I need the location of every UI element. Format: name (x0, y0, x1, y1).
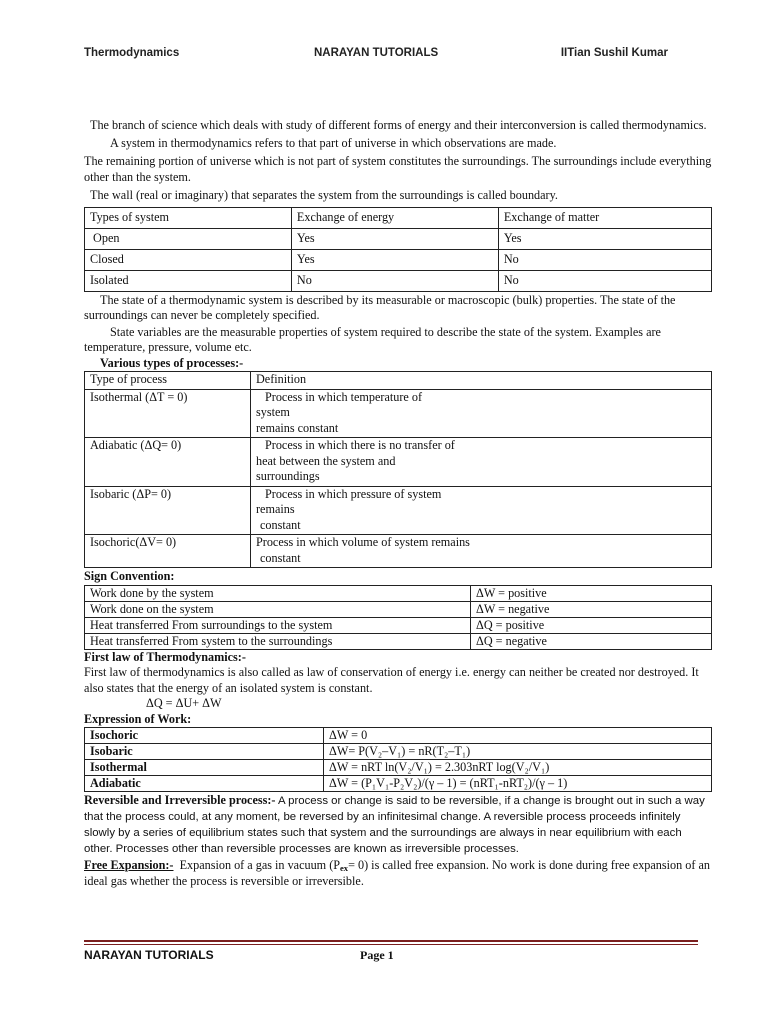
table-row (85, 633, 712, 649)
free-expansion-paragraph (84, 858, 712, 889)
table-cell: Heat transferred From system to the surroundings (85, 633, 471, 649)
header-institute: NARAYAN TUTORIALS (314, 47, 439, 59)
definition-line: Process in which pressure of system (265, 486, 442, 501)
table-row (85, 744, 712, 760)
intro-paragraph-3: The remaining portion of universe which is not part of system constitutes the surroundings. The surroundings include everything other than the system. (84, 154, 712, 184)
processes-heading: Various types of processes:- (100, 355, 244, 370)
table-row (85, 585, 712, 601)
reversible-text: A process or change is said to be reversible, if a change is brought out in such a way that the process could, at any moment, be reversed by an infinitesimal change. A reversible process proceeds infinitely slowly by a series of equilibrium states such that system and the surroundings are always in near equilibrium with each other. Processes other than reversible processes are known as irreversible processes. (84, 795, 705, 855)
footer-rule-thick (84, 940, 698, 942)
process-definition-cell (251, 389, 712, 438)
definition-line: constant (260, 550, 301, 565)
table-cell: Open (85, 228, 292, 249)
free-expansion-subscript: ex (340, 863, 349, 873)
table-header-cell: Type of process (85, 372, 251, 390)
intro-paragraph-4: The wall (real or imaginary) that separates the system from the surroundings is called boundary. (90, 188, 558, 202)
sign-convention-table (84, 585, 712, 650)
table-cell: ΔQ = negative (471, 633, 712, 649)
header-subject: Thermodynamics (84, 47, 180, 59)
process-type-cell: Isobaric (ΔP= 0) (85, 486, 251, 535)
sign-convention-heading: Sign Convention: (84, 569, 175, 583)
page-header (84, 47, 684, 63)
table-row (85, 249, 712, 270)
table-row (85, 760, 712, 776)
work-expression-cell: ΔW = nRT ln(V₂/V₁) = 2.303nRT log(V₂/V₁) (324, 760, 712, 776)
work-expression-table (84, 727, 712, 792)
table-row (85, 270, 712, 291)
footer-rule-thin (84, 944, 698, 945)
table-cell: Closed (85, 249, 292, 270)
free-expansion-text-b: = 0) is called free expansion. No work is done during free expansion of an ideal gas whether the process is reversible or irreversible. (84, 858, 710, 888)
table-cell: No (498, 270, 711, 291)
table-row (85, 486, 712, 535)
system-types-table (84, 207, 712, 292)
table-row (85, 535, 712, 568)
process-definition-cell (251, 535, 712, 568)
table-header-cell: Exchange of matter (498, 207, 711, 228)
definition-line: heat between the system and (256, 453, 396, 468)
first-law-paragraph: First law of thermodynamics is also called as law of conservation of energy i.e. energy can neither be created nor destroyed. It also states that the energy of an isolated system is constant. (84, 665, 699, 695)
free-expansion-heading: Free Expansion:- (84, 858, 174, 872)
table-cell: Work done by the system (85, 585, 471, 601)
definition-line: Process in which temperature of (265, 389, 423, 404)
first-law-equation: ΔQ = ΔU+ ΔW (146, 696, 222, 710)
page-number: Page 1 (360, 948, 394, 962)
table-cell: No (291, 270, 498, 291)
free-expansion-text-a: Expansion of a gas in vacuum (P (173, 858, 341, 872)
intro-paragraph-1: The branch of science which deals with study of different forms of energy and their interconversion is called thermodynamics. (90, 118, 707, 132)
work-expression-cell: ΔW= P(V₂–V₁) = nR(T₂–T₁) (324, 744, 712, 760)
process-definition-cell (251, 438, 712, 487)
process-definition-cell (251, 486, 712, 535)
state-paragraph-1: The state of a thermodynamic system is described by its measurable or macroscopic (bulk) properties. The state of the surroundings can never be completely specified. (84, 292, 676, 322)
work-label-cell: Isobaric (85, 744, 324, 760)
definition-line: surroundings (256, 469, 320, 483)
table-header-cell: Types of system (85, 207, 292, 228)
definition-line: Process in which there is no transfer of (265, 438, 455, 452)
table-cell: ΔW = negative (471, 601, 712, 617)
table-row (85, 601, 712, 617)
table-header-cell: Definition (251, 372, 712, 390)
table-row (85, 228, 712, 249)
table-row (85, 617, 712, 633)
table-row (85, 438, 712, 487)
table-cell: Heat transferred From surroundings to the system (85, 617, 471, 633)
definition-line: Process in which volume of system remains (256, 535, 470, 549)
definition-line: remains (256, 502, 295, 516)
reversible-paragraph (84, 792, 712, 857)
header-author: IITian Sushil Kumar (560, 47, 668, 59)
table-cell: No (498, 249, 711, 270)
table-row (85, 389, 712, 438)
table-header-cell: Exchange of energy (291, 207, 498, 228)
table-header-row (85, 372, 712, 390)
process-type-cell: Adiabatic (ΔQ= 0) (85, 438, 251, 487)
work-label-cell: Adiabatic (85, 776, 324, 792)
reversible-heading: Reversible and Irreversible process:- (84, 793, 276, 807)
process-type-cell: Isochoric(ΔV= 0) (85, 535, 251, 568)
table-cell: Yes (498, 228, 711, 249)
table-row (85, 728, 712, 744)
table-header-row (85, 207, 712, 228)
processes-table (84, 371, 712, 568)
table-row (85, 776, 712, 792)
footer-institute: NARAYAN TUTORIALS (84, 948, 214, 962)
table-cell: ΔQ = positive (471, 617, 712, 633)
definition-line: system (256, 405, 290, 419)
work-heading: Expression of Work: (84, 711, 192, 726)
table-cell: Yes (291, 249, 498, 270)
table-cell: ΔW = positive (471, 585, 712, 601)
work-label-cell: Isothermal (85, 760, 324, 776)
process-type-cell: Isothermal (ΔT = 0) (85, 389, 251, 438)
table-cell: Isolated (85, 270, 292, 291)
first-law-heading: First law of Thermodynamics:- (84, 649, 246, 664)
definition-line: remains constant (256, 420, 339, 435)
table-cell: Work done on the system (85, 601, 471, 617)
page-content (84, 118, 712, 889)
work-label-cell: Isochoric (85, 728, 324, 744)
definition-line: constant (260, 517, 301, 532)
work-expression-cell: ΔW = 0 (324, 728, 712, 744)
state-paragraph-2: State variables are the measurable properties of system required to describe the state of the system. Examples are temperature, pressure, volume etc. (84, 324, 661, 354)
intro-paragraph-2: A system in thermodynamics refers to that part of universe in which observations are made. (110, 135, 557, 150)
table-cell: Yes (291, 228, 498, 249)
work-expression-cell: ΔW = (P₁V₁-P₂V₂)/(γ – 1) = (nRT₁-nRT₂)/(γ – 1) (324, 776, 712, 792)
